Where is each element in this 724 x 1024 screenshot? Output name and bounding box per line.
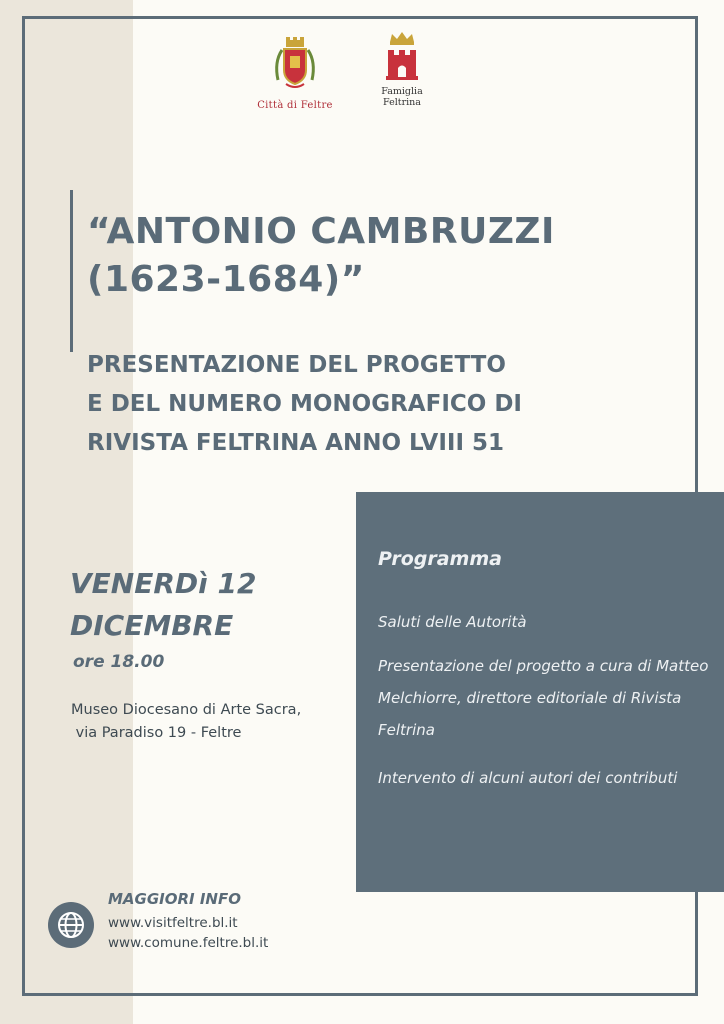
venue-line1: Museo Diocesano di Arte Sacra, (71, 702, 302, 718)
date-line1: VENERDì 12 (70, 567, 257, 600)
program-box (356, 492, 724, 892)
globe-icon (48, 902, 94, 948)
event-title (87, 208, 687, 304)
event-time: ore 18.00 (73, 652, 165, 672)
title-accent-bar (70, 190, 73, 352)
info-link-comune[interactable]: www.comune.feltre.bl.it (108, 935, 269, 951)
info-link-visitfeltre[interactable]: www.visitfeltre.bl.it (108, 915, 238, 931)
event-subtitle (87, 346, 687, 463)
program-item: Presentazione del progetto a cura di Matteo Melchiorre, direttore editoriale di Rivista Feltrina (378, 657, 709, 739)
city-logo-caption: Città di Feltre (257, 100, 333, 111)
city-crest-icon (272, 36, 318, 92)
subtitle-line1: PRESENTAZIONE DEL PROGETTO (87, 352, 506, 378)
famiglia-feltrina-logo (370, 32, 434, 108)
info-heading: MAGGIORI INFO (108, 890, 241, 908)
subtitle-line2: E DEL NUMERO MONOGRAFICO DI (87, 391, 522, 417)
date-line2: DICEMBRE (70, 609, 234, 642)
program-heading: Programma (378, 548, 502, 570)
subtitle-line3: RIVISTA FELTRINA ANNO LVIII 51 (87, 430, 505, 456)
program-item: Intervento di alcuni autori dei contributi (378, 769, 678, 787)
event-date (70, 563, 256, 647)
program-item: Saluti delle Autorità (378, 613, 527, 631)
famiglia-logo-caption-line1: Famiglia (381, 86, 423, 97)
venue-line2: via Paradiso 19 - Feltre (71, 725, 242, 741)
famiglia-logo-caption-line2: Feltrina (383, 97, 421, 108)
castle-crest-icon (382, 32, 422, 82)
event-venue (71, 699, 301, 745)
citta-di-feltre-logo (245, 36, 345, 111)
title-line1: “ANTONIO CAMBRUZZI (87, 211, 555, 252)
title-line2: (1623-1684)” (87, 259, 365, 300)
